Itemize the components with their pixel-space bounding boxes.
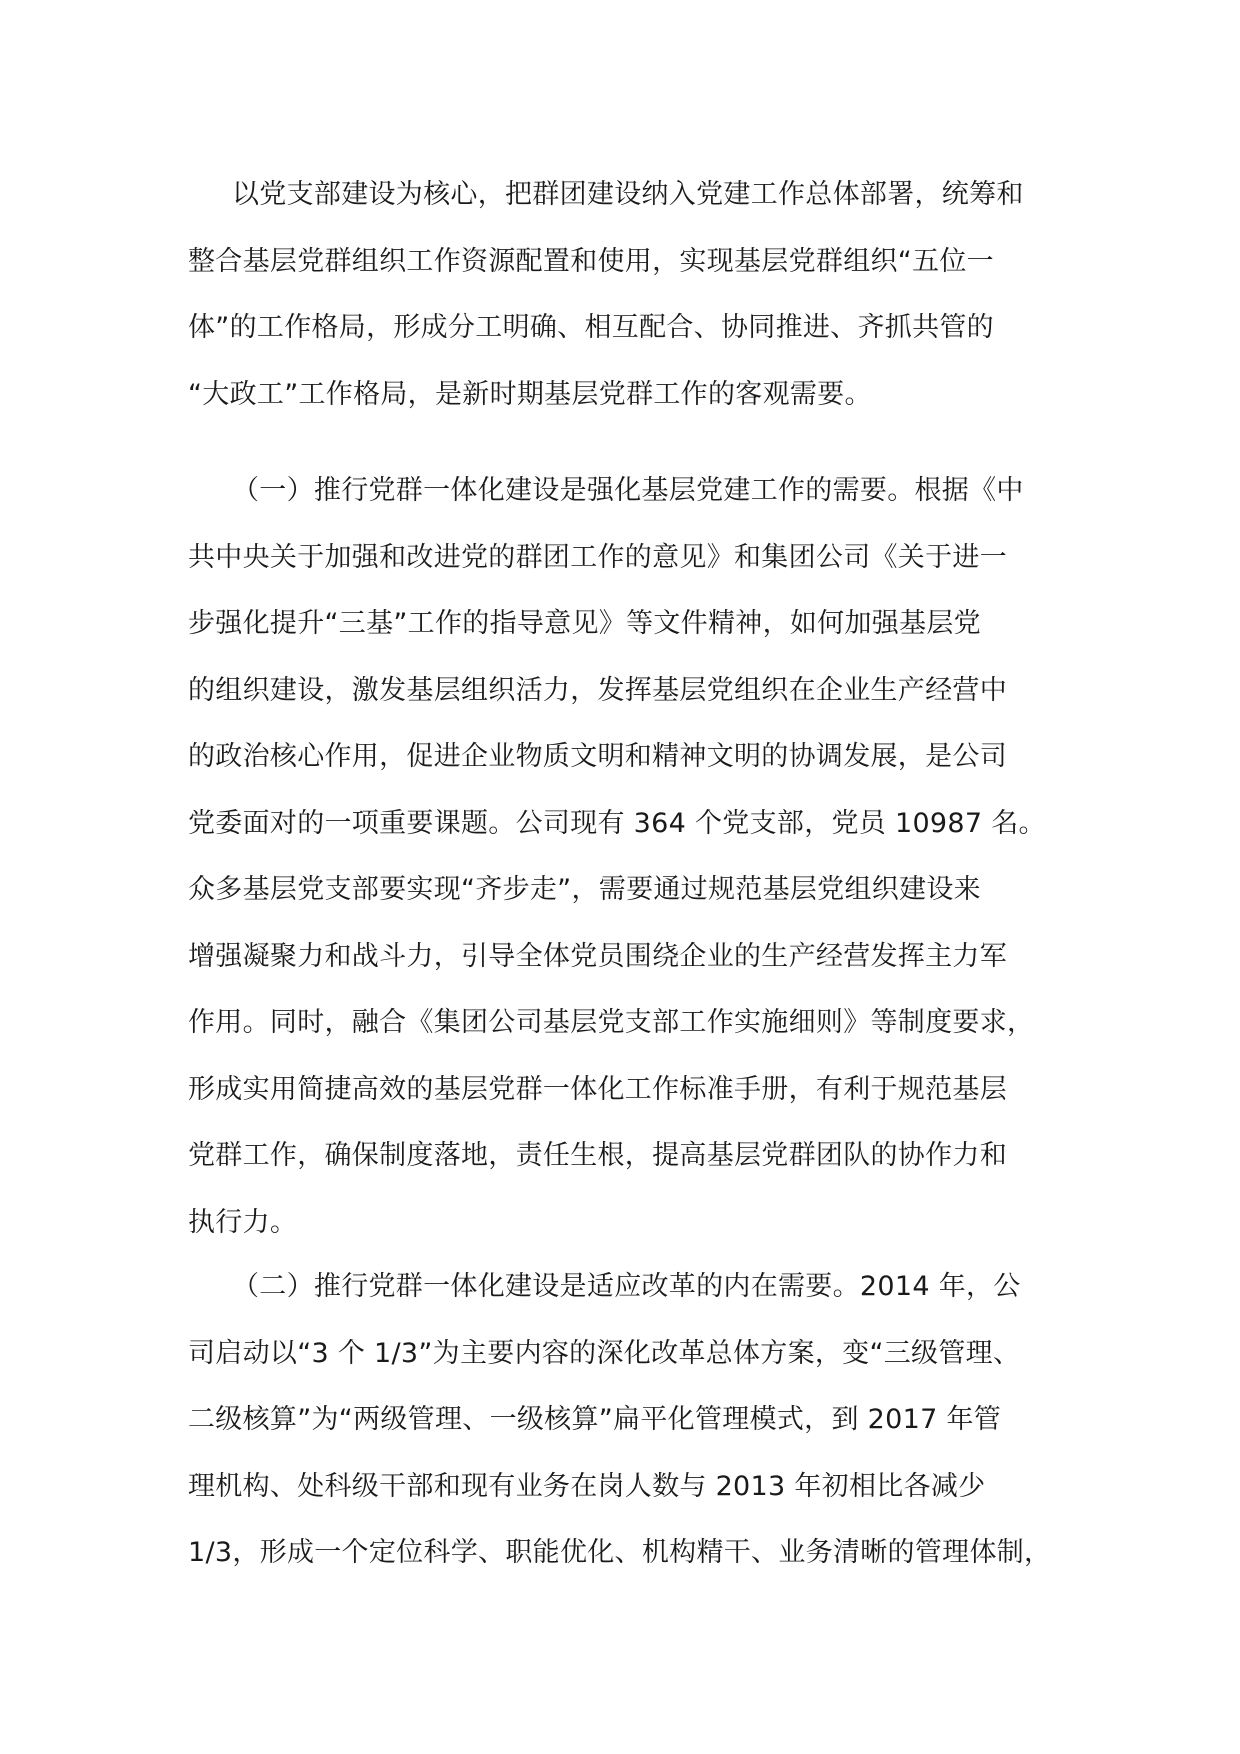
- paragraph-line: （一）推行党群一体化建设是强化基层党建工作的需要。根据《中: [232, 475, 1024, 506]
- paragraph-line: （二）推行党群一体化建设是适应改革的内在需要。2014 年，公: [232, 1271, 1021, 1302]
- paragraph-intro: [188, 162, 1068, 428]
- paragraph-line: “大政工”工作格局，是新时期基层党群工作的客观需要。: [188, 378, 872, 410]
- paragraph-line: 的政治核心作用，促进企业物质文明和精神文明的协调发展，是公司: [188, 741, 1007, 772]
- paragraph-line: 增强凝聚力和战斗力，引导全体党员围绕企业的生产经营发挥主力军: [188, 940, 1007, 972]
- paragraph-line: 以党支部建设为核心，把群团建设纳入党建工作总体部署，统筹和: [232, 179, 1024, 210]
- paragraph-line: 共中央关于加强和改进党的群团工作的意见》和集团公司《关于进一: [188, 541, 1007, 573]
- paragraph-line: 众多基层党支部要实现“齐步走”，需要通过规范基层党组织建设来: [188, 874, 981, 905]
- paragraph-line: 党委面对的一项重要课题。公司现有 364 个党支部，党员 10987 名。: [188, 807, 1046, 839]
- paragraph-line: 的组织建设，激发基层组织活力，发挥基层党组织在企业生产经营中: [188, 674, 1007, 706]
- paragraph-line: 作用。同时，融合《集团公司基层党支部工作实施细则》等制度要求，: [188, 1007, 1035, 1038]
- paragraph-line: 整合基层党群组织工作资源配置和使用，实现基层党群组织“五位一: [188, 245, 994, 277]
- paragraph-line: 理机构、处科级干部和现有业务在岗人数与 2013 年初相比各减少: [188, 1470, 986, 1502]
- paragraph-line: 形成实用简捷高效的基层党群一体化工作标准手册，有利于规范基层: [188, 1073, 1007, 1105]
- paragraph-section-one: [188, 458, 1068, 1256]
- paragraph-line: 体”的工作格局，形成分工明确、相互配合、协同推进、齐抓共管的: [188, 312, 994, 343]
- paragraph-line: 执行力。: [188, 1206, 298, 1238]
- paragraph-line: 二级核算”为“两级管理、一级核算”扁平化管理模式，到 2017 年管: [188, 1404, 1002, 1435]
- paragraph-line: 党群工作，确保制度落地，责任生根，提高基层党群团队的协作力和: [188, 1140, 1007, 1171]
- paragraph-line: 步强化提升“三基”工作的指导意见》等文件精神，如何加强基层党: [188, 608, 981, 639]
- paragraph-section-two: [188, 1254, 1068, 1587]
- paragraph-line: 司启动以“3 个 1/3”为主要内容的深化改革总体方案，变“三级管理、: [188, 1337, 1021, 1369]
- paragraph-line: 1/3，形成一个定位科学、职能优化、机构精干、业务清晰的管理体制，: [188, 1537, 1052, 1568]
